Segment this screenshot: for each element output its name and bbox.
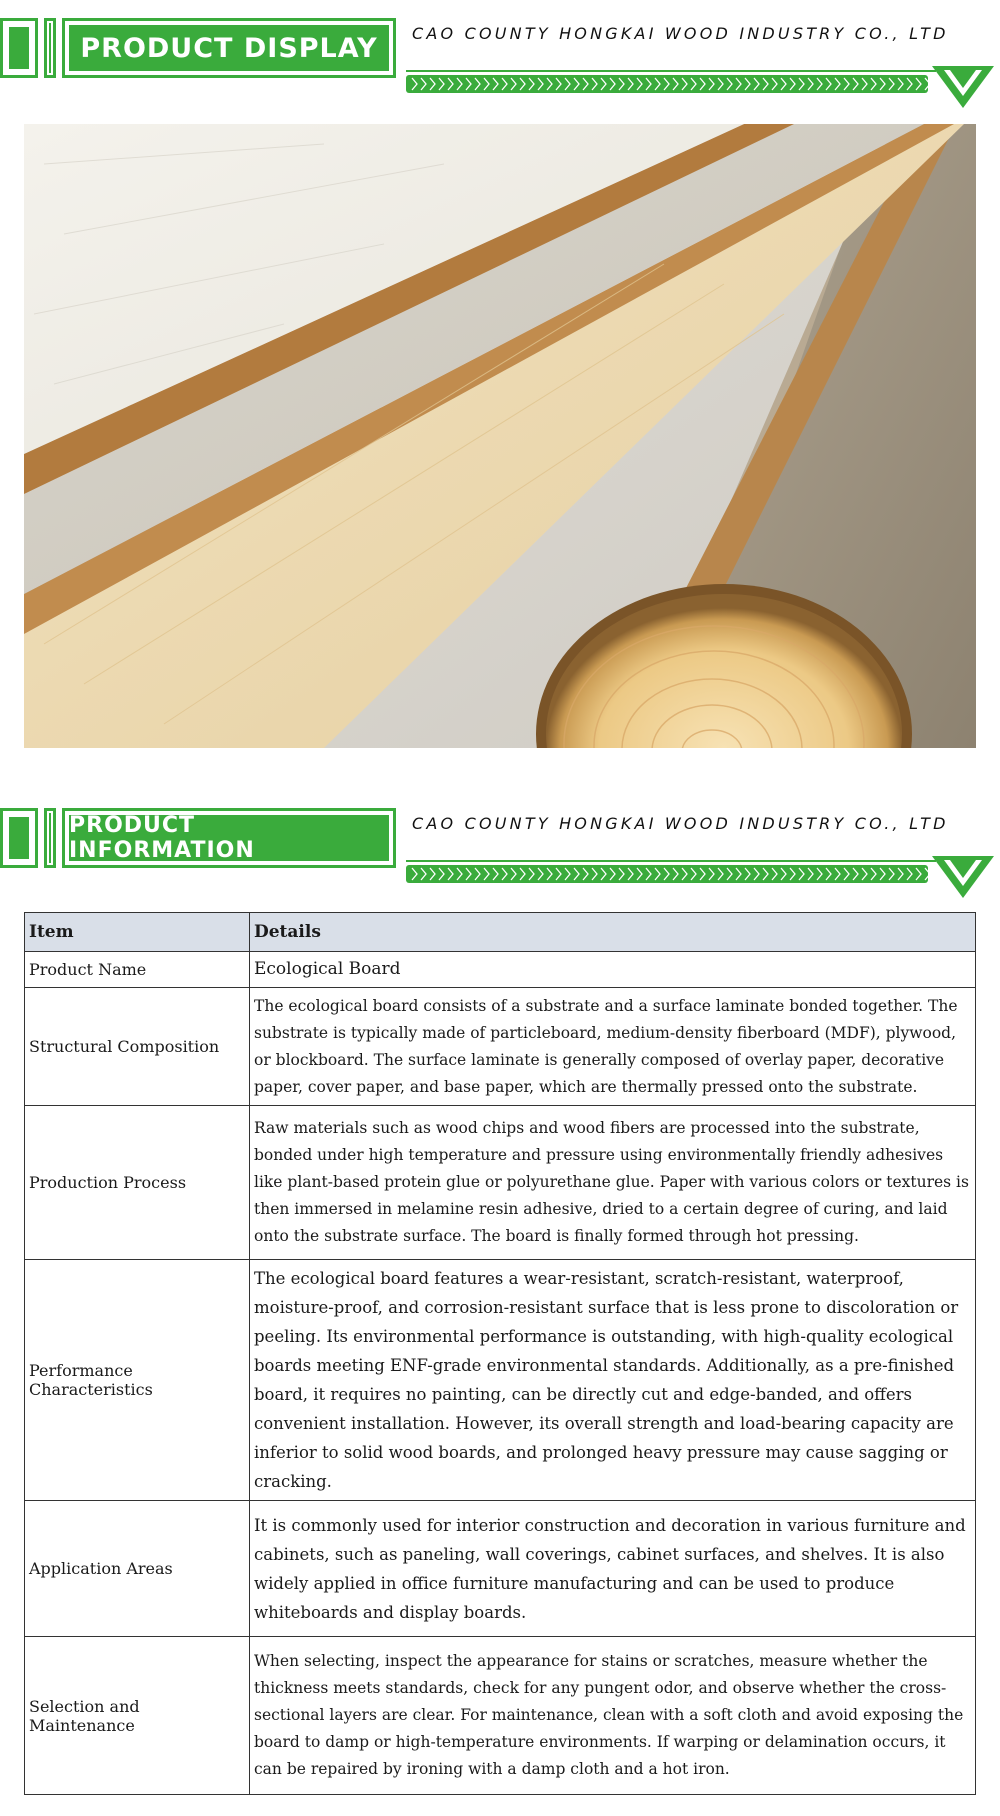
banner-title: PRODUCT INFORMATION [69,815,389,861]
banner-deco-block [0,808,38,868]
table-row [25,952,976,988]
row-item: Application Areas [25,1501,250,1637]
banner-underline [406,860,936,862]
banner-title-box [62,18,396,78]
row-details: When selecting, inspect the appearance for stains or scratches, measure whether the thickness meets standards, check for any pungent odor, and observe whether the cross-sectional layers are clear. For maintenance, clean with a soft cloth and avoid exposing the board to damp or high-temperature environments. If warping or delamination occurs, it can be repaired by ironing with a damp cloth and a hot iron. [250,1637,976,1795]
chevron-down-icon [930,856,996,900]
product-information-banner [0,808,1000,888]
row-item: Selection and Maintenance [25,1637,250,1795]
company-name: CAO COUNTY HONGKAI WOOD INDUSTRY CO., LTD [412,24,949,43]
banner-arrow-strip [406,865,928,883]
table-row [25,1501,976,1637]
banner-arrow-strip [406,75,928,93]
product-info-table [24,912,976,1795]
row-details: Ecological Board [250,952,976,988]
chevron-down-icon [930,66,996,110]
row-details: It is commonly used for interior construction and decoration in various furniture and cabinets, such as paneling, wall coverings, cabinet surfaces, and shelves. It is also widely applied in office furniture manufacturing and can be used to produce whiteboards and display boards. [250,1501,976,1637]
row-item: Structural Composition [25,988,250,1106]
banner-underline [406,70,936,72]
row-details: Raw materials such as wood chips and wood fibers are processed into the substrate, bonded under high temperature and pressure using environmentally friendly adhesives like plant-based protein glue or polyurethane glue. Paper with various colors or textures is then immersed in melamine resin adhesive, dried to a certain degree of curing, and laid onto the substrate surface. The board is finally formed through hot pressing. [250,1106,976,1260]
table-row [25,988,976,1106]
table-row [25,1637,976,1795]
arrow-pattern [406,75,928,93]
banner-deco-bar [44,808,56,868]
arrow-pattern [406,865,928,883]
banner-deco-bar [44,18,56,78]
banner-title-box [62,808,396,868]
table-header-row [25,913,976,952]
row-item: Performance Characteristics [25,1260,250,1501]
product-display-banner [0,18,1000,98]
banner-title: PRODUCT DISPLAY [69,25,389,71]
row-item: Production Process [25,1106,250,1260]
table-row [25,1260,976,1501]
table-row [25,1106,976,1260]
company-name: CAO COUNTY HONGKAI WOOD INDUSTRY CO., LTD [412,814,949,833]
wood-board-photo [24,124,976,748]
product-photo [24,124,976,748]
header-details: Details [250,913,976,952]
row-details: The ecological board consists of a substrate and a surface laminate bonded together. The substrate is typically made of particleboard, medium-density fiberboard (MDF), plywood, or blockboard. The surface laminate is generally composed of overlay paper, decorative paper, cover paper, and base paper, which are thermally pressed onto the substrate. [250,988,976,1106]
row-details: The ecological board features a wear-resistant, scratch-resistant, waterproof, moisture-proof, and corrosion-resistant surface that is less prone to discoloration or peeling. Its environmental performance is outstanding, with high-quality ecological boards meeting ENF-grade environmental standards. Additionally, as a pre-finished board, it requires no painting, can be directly cut and edge-banded, and offers convenient installation. However, its overall strength and load-bearing capacity are inferior to solid wood boards, and prolonged heavy pressure may cause sagging or cracking. [250,1260,976,1501]
banner-deco-block [0,18,38,78]
row-item: Product Name [25,952,250,988]
header-item: Item [25,913,250,952]
